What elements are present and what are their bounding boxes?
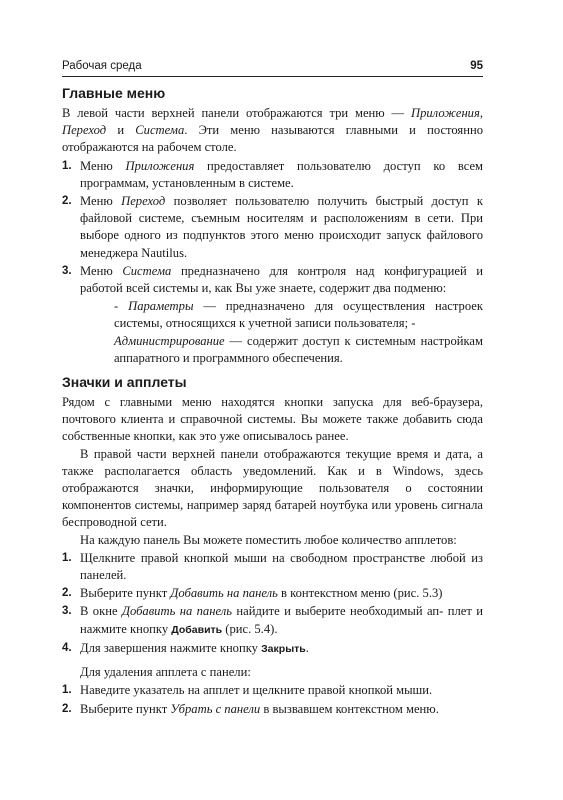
list-number: 1. [62,159,72,172]
paragraph-notification-area: В правой части верхней панели отображаются текущие время и дата, а также располагается область уведомлений. Как и в Windows, здесь отображаются значки, информирующие пользователя о состоянии компонентов системы, например заряд батарей ноутбука или уровень сигнала беспроводной сети. [62,446,483,530]
menu-name: Приложения [125,158,195,173]
list-item [62,550,483,584]
list-number: 2. [62,587,72,600]
text-run: Щелкните правой кнопкой мыши на свободном пространстве любой из панелей. [80,550,483,583]
text-run: Меню [80,194,122,209]
section-heading-icons-applets: Значки и апплеты [62,374,187,391]
list-item [62,193,483,262]
button-name: Добавить [171,623,223,636]
text-run: Меню [80,158,126,173]
text-run: Меню [80,263,123,278]
text-run: предназначено для контроля над конфигурацией и работой всей системы и, как Вы уже знаете, содержит два подменю: [80,263,484,296]
main-menus-list [62,158,483,298]
text-run: — предназначено для осуществления настроек системы, относящихся к учетной записи пользователя; - [114,299,484,331]
menu-name: Система [122,263,172,278]
list-item [62,585,483,602]
text-run: - [114,299,129,314]
submenu-administration [114,333,483,367]
text-run: Выберите пункт [80,586,171,601]
menu-item-name: Добавить на панель [170,586,278,601]
paragraph-remove-applet: Для удаления апплета с панели: [80,665,251,680]
page-number: 95 [470,60,483,72]
text-run: Выберите пункт [80,701,171,716]
list-number: 3. [62,264,72,277]
text-run: предоставляет пользователю доступ ко всем программам, установленным в системе. [80,158,483,190]
menu-item-name: Убрать с панели [170,701,261,716]
text-run: (рис. 5.4). [222,621,278,636]
text-run: . Эти меню называются главными и постоянно отображаются на рабочем столе. [62,123,483,155]
text-run: Наведите указатель на апплет и щелкните правой кнопкой мыши. [80,683,433,698]
menu-name-places: Переход [62,123,107,138]
submenu-parameters [114,298,483,332]
list-item [62,701,483,718]
list-number: 2. [62,195,72,208]
list-item [62,263,483,297]
list-item [62,640,483,658]
window-name: Добавить на панель [121,604,232,619]
text-run: В окне [80,604,122,619]
text-run: Для завершения нажмите кнопку [80,640,262,655]
submenu-name: Администрирование [114,333,225,348]
remove-applet-steps [62,682,483,717]
text-run: в вызвавшем контекстном меню. [260,701,439,716]
running-title: Рабочая среда [62,60,142,72]
text-run: . [305,640,309,655]
button-name: Закрыть [261,642,306,655]
header-rule [62,76,483,77]
text-run: В левой части верхней панели отображаются три меню — [62,106,411,120]
paragraph-launchers: Рядом с главными меню находятся кнопки запуска для веб-браузера, почтового клиента и справочной системы. Вы можете также добавить сюда собственные кнопки, как это уже описывалось ранее. [62,395,483,444]
text-run: — содержит доступ к системным настройкам аппаратного и программного обеспечения. [114,333,483,365]
submenu-name: Параметры [128,299,194,314]
menu-name: Переход [121,194,166,209]
list-number: 4. [62,641,72,654]
list-number: 2. [62,702,72,715]
text-run: и [106,123,136,138]
list-item [62,682,483,699]
text-run: позволяет пользователю получить быстрый доступ к файловой системе, съемным носителям и расположениям в сети. При выборе одного из подпунктов этого меню происходит запуск файлового менеджера Nautilus. [80,194,483,260]
menu-name-applications: Приложения [410,106,480,120]
text-run: в контекстном меню (рис. 5.3) [277,586,443,601]
paragraph-main-menus-intro [62,105,483,157]
menu-name-system: Система [135,123,185,138]
section-heading-main-menus: Главные меню [62,85,166,101]
text-run: найдите и выберите необходимый ап- плет и нажмите кнопку [80,604,483,636]
running-header [62,60,483,78]
list-item [62,603,483,638]
list-number: 1. [62,551,72,564]
page-content [62,84,483,719]
list-number: 1. [62,684,72,697]
list-item [62,158,483,192]
paragraph-add-applets: На каждую панель Вы можете поместить любое количество апплетов: [80,532,457,547]
list-number: 3. [62,605,72,618]
text-run: , [479,106,483,120]
add-applet-steps [62,550,483,658]
